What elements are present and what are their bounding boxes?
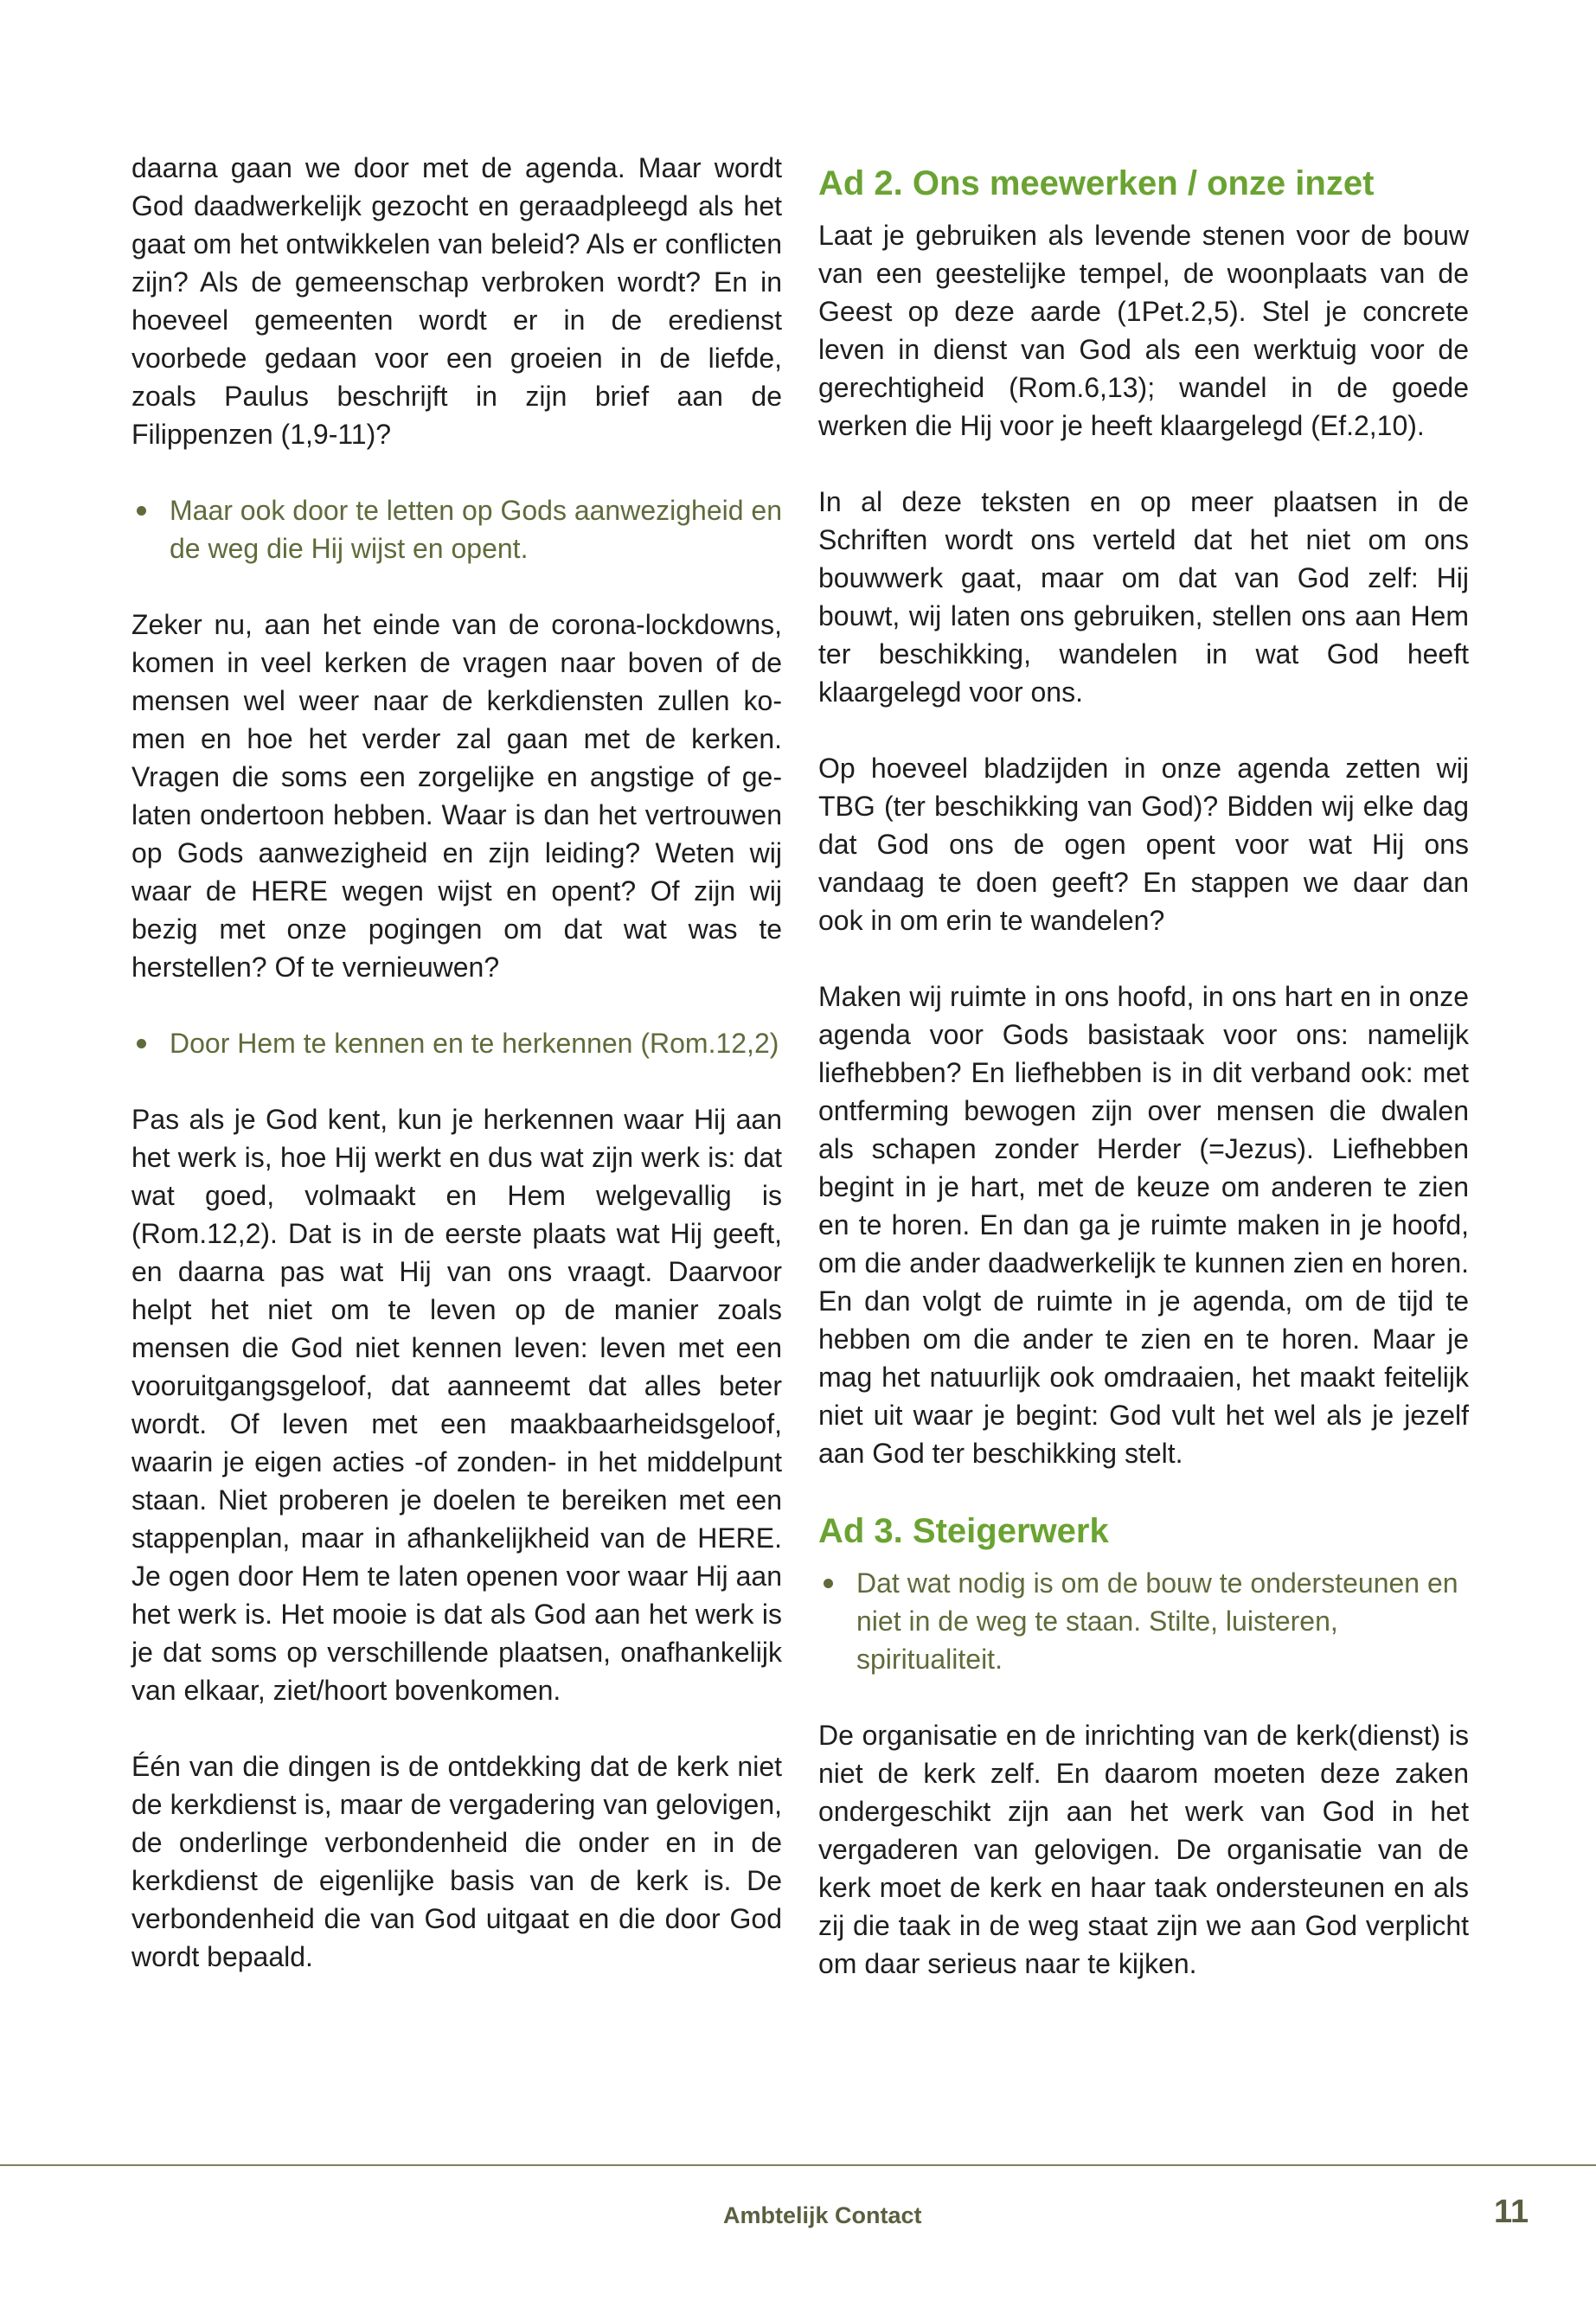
footer-divider: [0, 2164, 1596, 2166]
bullet-text: Maar ook door te letten op Gods aanwezigheid en de weg die Hij wijst en opent.: [170, 495, 783, 564]
bullet-text: Door Hem te kennen en te herkennen (Rom.12,2): [170, 1028, 779, 1059]
section-heading: Ad 2. Ons meewerken / onze inzet: [818, 164, 1375, 202]
paragraph: Op hoeveel bladzijden in onze agenda zetten wij TBG (ter beschikking van God)? Bidden wij elke dag dat God ons de ogen opent voor wat Hij ons vandaag te doen geeft? En stappen we daar dan ook in om erin te wandelen?: [818, 753, 1469, 936]
paragraph: De organisatie en de inrichting van de kerk(dienst) is niet de kerk zelf. En daarom moeten deze zaken ondergeschikt zijn aan het werk van God in het vergaderen van gelovigen. De organisatie van de kerk moet de kerk en haar taak ondersteunen en als zij die taak in de weg staat zijn we aan God verplicht om daar serieus naar te kijken.: [818, 1720, 1469, 1979]
paragraph: daarna gaan we door met de agenda. Maar wordt God daadwerkelijk gezocht en geraadpleegd als het gaat om het ontwikkelen van beleid? Als er conflicten zijn? Als de gemeenschap verbroken wordt? En in hoeveel gemeenten wordt er in de eredienst voorbede gedaan voor een groeien in de liefde, zoals Paulus beschrijft in zijn brief aan de Filippenzen (1,9-11)?: [131, 152, 782, 450]
page-number: 11: [1494, 2194, 1529, 2230]
paragraph: Zeker nu, aan het einde van de corona-lockdowns, komen in veel kerken de vragen naar boven of de mensen wel weer naar de kerkdiensten zullen komen en hoe het verder zal gaan met de kerken. Vragen die soms een zorgelijke en angstige of gelaten ondertoon hebben. Waar is dan het vertrouwen op Gods aanwezigheid en zijn leiding? Weten wij waar de HERE wegen wijst en opent? Of zijn wij bezig met onze pogingen om dat wat was te herstellen? Of te vernieuwen?: [131, 609, 782, 983]
bullet-text: Dat wat nodig is om de bouw te ondersteunen en niet in de weg te staan. Stilte, luisteren, spiritualiteit.: [856, 1567, 1458, 1675]
bullet-dot-icon: [137, 1039, 146, 1048]
bullet-item: [131, 1024, 782, 1062]
section-heading: Ad 3. Steigerwerk: [818, 1512, 1109, 1550]
paragraph: Maken wij ruimte in ons hoofd, in ons hart en in onze agenda voor Gods basistaak voor ons: namelijk liefhebben? En liefhebben is in dit verband ook: met ontferming bewogen zijn over mensen die dwalen als schapen zonder Herder (=Jezus). Liefhebben begint in je hart, met de keuze om anderen te zien en te horen. En dan ga je ruimte maken in je hoofd, om die ander daadwerkelijk te kunnen zien en horen. En dan volgt de ruimte in je agenda, om de tijd te hebben om die ander te zien en te horen. Maar je mag het natuurlijk ook omdraaien, het maakt feitelijk niet uit waar je begint: God vult het wel als je jezelf aan God ter beschikking stelt.: [818, 981, 1469, 1469]
paragraph: In al deze teksten en op meer plaatsen in de Schriften wordt ons verteld dat het niet om ons bouwwerk gaat, maar om dat van God zelf: Hij bouwt, wij laten ons gebruiken, stellen ons aan Hem ter beschikking, wandelen in wat God heeft klaargelegd voor ons.: [818, 486, 1469, 708]
paragraph: Laat je gebruiken als levende stenen voor de bouw van een geestelijke tempel, de woonplaats van de Geest op deze aarde (1Pet.2,5). Stel je concrete leven in dienst van God als een werktuig voor de gerechtigheid (Rom.6,13); wandel in de goede werken die Hij voor je heeft klaargelegd (Ef.2,10).: [818, 220, 1469, 441]
bullet-item: [131, 491, 782, 567]
bullet-dot-icon: [824, 1579, 833, 1588]
right-column: [818, 149, 1469, 2021]
left-column: [131, 149, 782, 2014]
bullet-item: [818, 1564, 1469, 1678]
paragraph: Één van die dingen is de ontdekking dat de kerk niet de kerkdienst is, maar de vergadering van gelovigen, de onderlinge verbondenheid die onder en in de kerkdienst de eigenlijke basis van de kerk is. De verbondenheid die van God uitgaat en die door God wordt bepaald.: [131, 1751, 782, 1972]
bullet-dot-icon: [137, 506, 146, 516]
publication-title: Ambtelijk Contact: [723, 2202, 922, 2228]
paragraph: Pas als je God kent, kun je herkennen waar Hij aan het werk is, hoe Hij werkt en dus wat zijn werk is: dat wat goed, volmaakt en Hem welgevallig is (Rom.12,2). Dat is in de eerste plaats wat Hij geeft, en daarna pas wat Hij van ons vraagt. Daarvoor helpt het niet om te leven op de manier zoals mensen die God niet kennen leven: leven met een vooruitgangsgeloof, dat aanneemt dat alles beter wordt. Of leven met een maakbaarheidsgeloof, waarin je eigen acties -of zonden- in het middelpunt staan. Niet proberen je doelen te bereiken met een stappenplan, maar in afhankelijkheid van de HERE. Je ogen door Hem te laten openen voor waar Hij aan het werk is. Het mooie is dat als God aan het werk is je dat soms op verschillende plaatsen, onafhankelijk van elkaar, ziet/hoort bovenkomen.: [131, 1104, 782, 1706]
